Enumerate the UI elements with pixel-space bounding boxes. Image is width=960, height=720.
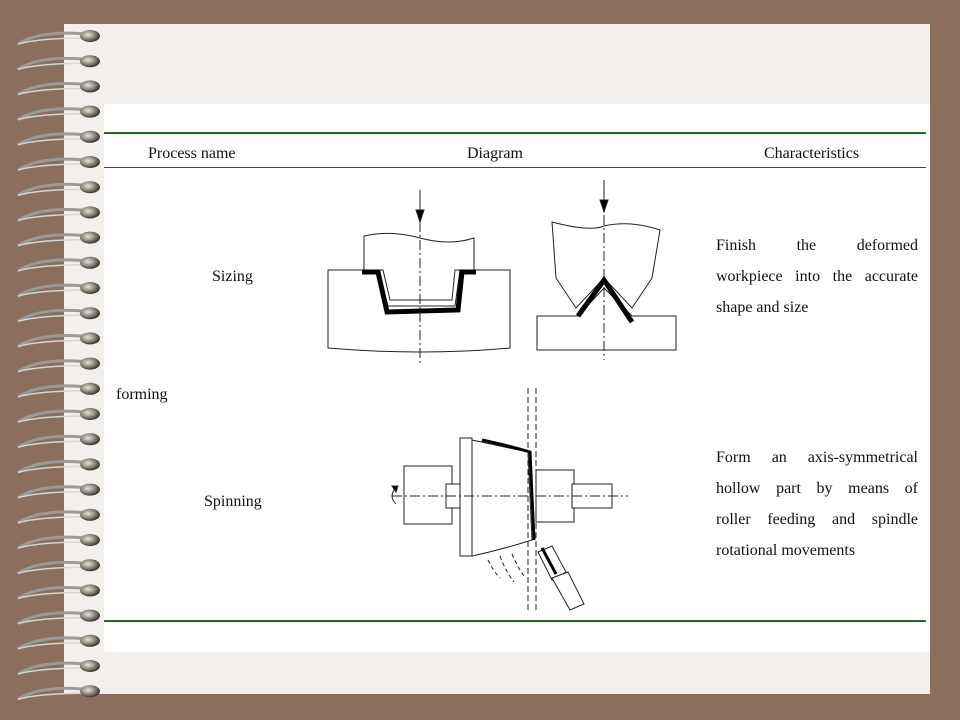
char-line: workpiece into the accurate [716, 268, 918, 285]
process-name-sizing: Sizing [212, 268, 253, 285]
sizing-channel-die-diagram [328, 190, 510, 365]
process-name-spinning: Spinning [204, 493, 262, 510]
char-line: Form an axis-symmetrical [716, 449, 918, 466]
header-characteristics: Characteristics [764, 145, 860, 162]
sizing-v-die-diagram [537, 180, 676, 360]
char-line: roller feeding and spindle [716, 511, 918, 528]
char-line: rotational movements [716, 542, 856, 559]
header-diagram: Diagram [467, 145, 523, 162]
char-line: hollow part by means of [716, 480, 918, 497]
char-line: Finish the deformed [716, 237, 918, 254]
spinning-diagram [392, 388, 628, 612]
category-label: forming [116, 386, 168, 403]
char-line: shape and size [716, 299, 809, 316]
header-process-name: Process name [148, 145, 236, 162]
